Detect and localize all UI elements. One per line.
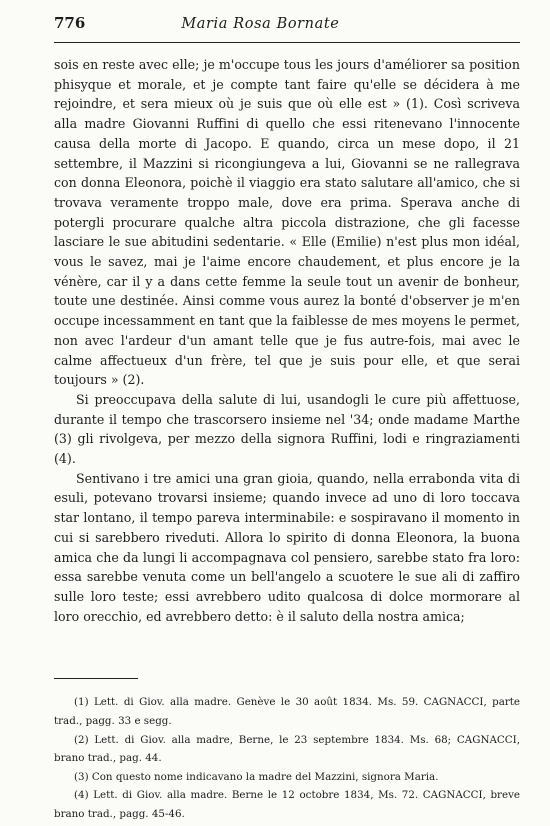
page-header xyxy=(54,14,520,43)
footnote-1: (1) Lett. di Giov. alla madre. Genève le 30 août 1834. Ms. 59. CAGNACCI, parte trad., pagg. 33 e segg. xyxy=(54,696,520,727)
page-number: 776 xyxy=(54,14,86,32)
footnote-divider xyxy=(54,678,138,679)
footnote-3: (3) Con questo nome indicavano la madre del Mazzini, signora Maria. xyxy=(74,770,439,783)
footnote-4: (4) Lett. di Giov. alla madre. Berne le 12 octobre 1834, Ms. 72. CAGNACCI, breve brano trad., pagg. 45-46. xyxy=(54,789,520,820)
paragraph-continuation: sois en reste avec elle; je m'occupe tous les jours d'améliorer sa position phisyque et morale, et je compte tant faire qu'elle se décidera à me rejoindre, et sera mieux où je suis que où elle est » (1). Così scriveva alla madre Giovanni Ruffini di quello che essi ritenevano l'innocente causa della morte di Jacopo. E quando, circa un mese dopo, il 21 settembre, il Mazzini si ricongiungeva a lui, Giovanni se ne rallegrava con donna Eleonora, poichè il viaggio era stato salutare all'amico, che si trovava veramente troppo male, dove era prima. Sperava anche di potergli procurare qualche altra piccola distrazione, che gli facesse lasciare le sue abitudini sedentarie. « Elle (Emilie) n'est plus mon idéal, vous le savez, mai je l'aime encore chaudement, et plus encore je la vénère, car il y a dans cette femme la seule tout un avenir de bonheur, toute une destinée. Ainsi comme vous aurez la bonté d'observer je m'en occupe incessamment en tant que la faiblesse de mes moyens le permet, non avec l'ardeur d'un amant telle que je fus autre-fois, mai avec le calme affectueux d'un frère, tel que je suis pour elle, et que serai toujours » (2). xyxy=(54,57,520,388)
body-text xyxy=(54,55,520,626)
footnote-2: (2) Lett. di Giov. alla madre, Berne, le 23 septembre 1834. Ms. 68; CAGNACCI, brano trad., pag. 44. xyxy=(54,733,520,765)
footnotes xyxy=(54,693,520,823)
running-head: Maria Rosa Bornate xyxy=(181,16,340,32)
paragraph: Si preoccupava della salute di lui, usandogli le cure più affettuose, durante il tempo che trascorsero insieme nel '34; onde madame Marthe (3) gli rivolgeva, per mezzo della signora Ruffini, lodi e ringraziamenti (4). xyxy=(54,391,520,467)
book-page xyxy=(54,14,520,824)
paragraph: Sentivano i tre amici una gran gioia, quando, nella errabonda vita di esuli, potevano trovarsi insieme; quando invece ad uno di loro toccava star lontano, il tempo pareva interminabile: e sospiravano il momento in cui si sarebbero riveduti. Allora lo spirito di donna Eleonora, la buona amica che da lungi li accompagnava col pensiero, sarebbe stato fra loro: essa sarebbe venuta come un bell'angelo a scuotere le sue ali di zaffiro sulle loro teste; essi avrebbero udito qualcosa di dolce mormorare al loro orecchio, ed avrebbero detto: è il saluto della nostra amica; xyxy=(54,470,520,624)
